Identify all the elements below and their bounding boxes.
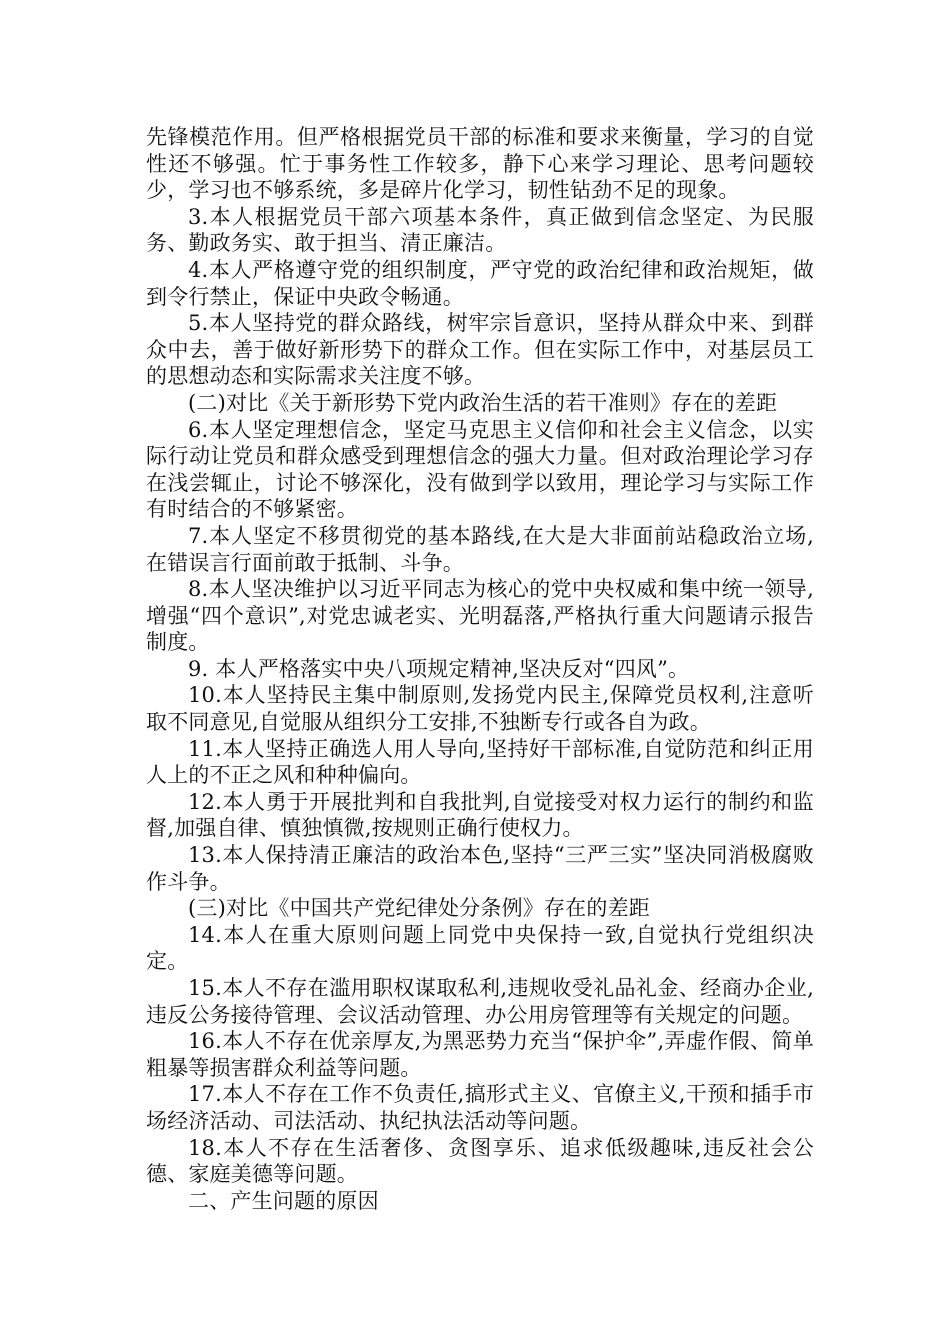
paragraph-item-6: 6.本人坚定理想信念，坚定马克思主义信仰和社会主义信念，以实际行动让党员和群众感受到理想信念的强大力量。但对政治理论学习存在浅尝辄止，讨论不够深化，没有做到学以致用，理论学习与实际工作有时结合的不够紧密。	[146, 417, 814, 522]
section-heading-3: (三)对比《中国共产党纪律处分条例》存在的差距	[188, 896, 650, 921]
paragraph-item-13: 13.本人保持清正廉洁的政治本色,坚持“三严三实”坚决同消极腐败作斗争。	[146, 843, 814, 894]
paragraph-item-10: 10.本人坚持民主集中制原则,发扬党内民主,保障党员权利,注意听取不同意见,自觉服从组织分工安排,不独断专行或各自为政。	[146, 683, 814, 735]
paragraph-item-11: 11.本人坚持正确选人用人导向,坚持好干部标准,自觉防范和纠正用人上的不正之风和种种偏向。	[146, 736, 814, 788]
paragraph-item-12: 12.本人勇于开展批判和自我批判,自觉接受对权力运行的制约和监督,加强自律、慎独慎微,按规则正确行使权力。	[146, 789, 814, 841]
paragraph-item-9: 9. 本人严格落实中央八项规定精神,坚决反对“四风”。	[188, 656, 690, 681]
document-body	[146, 124, 814, 1214]
paragraph-item-18: 18.本人不存在生活奢侈、贪图享乐、追求低级趣味,违反社会公德、家庭美德等问题。	[146, 1135, 814, 1187]
paragraph-item-15: 15.本人不存在滥用职权谋取私利,违规收受礼品礼金、经商办企业,违反公务接待管理、会议活动管理、办公用房管理等有关规定的问题。	[146, 976, 814, 1027]
paragraph-item-3: 3.本人根据党员干部六项基本条件，真正做到信念坚定、为民服务、勤政务实、敢于担当、清正廉洁。	[146, 204, 814, 256]
paragraph-item-7: 7.本人坚定不移贯彻党的基本路线,在大是大非面前站稳政治立场,在错误言行面前敢于抵制、斗争。	[146, 523, 814, 575]
paragraph-item-8: 8.本人坚决维护以习近平同志为核心的党中央权威和集中统一领导,增强“四个意识”,对党忠诚老实、光明磊落,严格执行重大问题请示报告制度。	[146, 577, 814, 655]
section-heading-causes: 二、产生问题的原因	[188, 1188, 379, 1213]
paragraph-item-5: 5.本人坚持党的群众路线，树牢宗旨意识，坚持从群众中来、到群众中去，善于做好新形势下的群众工作。但在实际工作中，对基层员工的思想动态和实际需求关注度不够。	[146, 311, 814, 389]
paragraph-item-17: 17.本人不存在工作不负责任,搞形式主义、官僚主义,干预和插手市场经济活动、司法活动、执纪执法活动等问题。	[146, 1082, 814, 1133]
paragraph-item-4: 4.本人严格遵守党的组织制度，严守党的政治纪律和政治规矩，做到令行禁止，保证中央政令畅通。	[146, 257, 814, 309]
paragraph-continuation: 先锋模范作用。但严格根据党员干部的标准和要求来衡量，学习的自觉性还不够强。忙于事务性工作较多，静下心来学习理论、思考问题较少，学习也不够系统，多是碎片化学习，韧性钻劲不足的现象。	[146, 125, 814, 203]
paragraph-item-16: 16.本人不存在优亲厚友,为黑恶势力充当“保护伞”,弄虚作假、简单粗暴等损害群众利益等问题。	[146, 1029, 814, 1080]
paragraph-item-14: 14.本人在重大原则问题上同党中央保持一致,自觉执行党组织决定。	[146, 922, 814, 974]
section-heading-2: (二)对比《关于新形势下党内政治生活的若干准则》存在的差距	[188, 390, 778, 415]
